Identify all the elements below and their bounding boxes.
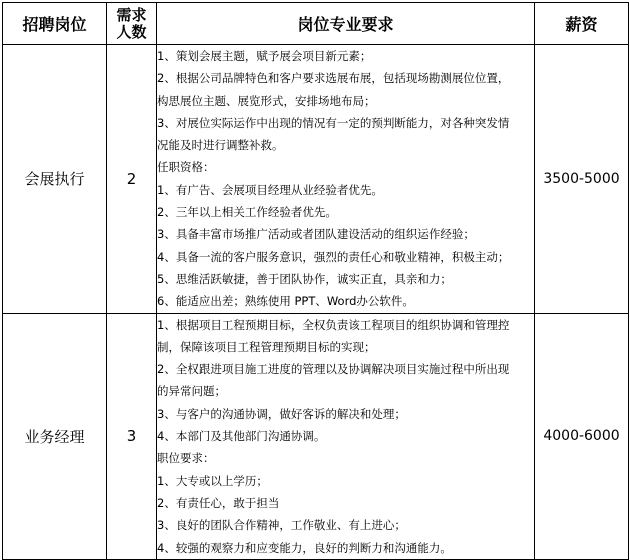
- count-cell: 3: [107, 313, 157, 559]
- requirement-line: 构思展位主题、展览形式，安排场地布局；: [157, 93, 376, 108]
- requirement-line: 6、能适应出差；熟练使用 PPT、Word办公软件。: [157, 294, 414, 309]
- requirement-line: 1、根据项目工程预期目标，全权负责该工程项目的组织协调和管理控: [157, 317, 510, 332]
- requirement-line: 4、较强的观察力和应变能力，良好的判断力和沟通能力。: [157, 540, 452, 555]
- requirement-line: 1、有广告、会展项目经理从业经验者优先。: [157, 182, 383, 197]
- header-count: [107, 3, 157, 45]
- requirement-line: 职位要求：: [157, 451, 215, 466]
- requirement-line: 2、全权跟进项目施工进度的管理以及协调解决项目实施过程中所出现: [157, 362, 510, 377]
- requirement-line: 4、本部门及其他部门沟通协调。: [157, 429, 326, 444]
- requirement-line: 的异常问题；: [157, 384, 226, 399]
- header-row: [3, 3, 629, 45]
- requirement-line: 3、与客户的沟通协调，做好客诉的解决和处理；: [157, 406, 406, 421]
- header-requirements: 岗位专业要求: [157, 3, 535, 45]
- count-cell: 2: [107, 45, 157, 314]
- requirement-line: 制，保障该项目工程管理预期目标的实现；: [157, 339, 376, 354]
- requirement-line: 任职资格：: [157, 160, 215, 175]
- requirement-line: 2、根据公司品牌特色和客户要求选展布展，包括现场勘测展位位置，: [157, 71, 510, 86]
- header-count-line2: 人数: [116, 22, 147, 41]
- table-row: [3, 45, 629, 314]
- requirement-line: 1、大专或以上学历；: [157, 473, 268, 488]
- header-count-line1: 需求: [116, 5, 147, 24]
- requirement-line: 5、思维活跃敏捷，善于团队协作，诚实正直，具亲和力；: [157, 271, 452, 286]
- requirement-line: 况能及时进行调整补救。: [157, 138, 284, 153]
- requirement-line: 1、策划会展主题，赋予展会项目新元素；: [157, 49, 372, 63]
- requirement-line: 2、三年以上相关工作经验者优先。: [157, 205, 337, 220]
- salary-cell: 4000-6000: [535, 313, 629, 559]
- requirement-line: 3、对展位实际运作中出现的情况有一定的预判断能力，对各种突发情: [157, 115, 510, 130]
- requirement-line: 2、有责任心，敢于担当: [157, 495, 280, 510]
- position-cell: 会展执行: [3, 45, 107, 314]
- requirement-line: 3、具备丰富市场推广活动或者团队建设活动的组织运作经验；: [157, 227, 475, 242]
- requirement-line: 4、具备一流的客户服务意识，强烈的责任心和敬业精神，积极主动；: [157, 249, 510, 264]
- salary-cell: 3500-5000: [535, 45, 629, 314]
- position-cell: 业务经理: [3, 313, 107, 559]
- requirement-line: 3、良好的团队合作精神，工作敬业、有上进心；: [157, 518, 406, 533]
- table-row: [3, 313, 629, 559]
- job-listing-table: [2, 2, 629, 560]
- requirements-cell: [157, 313, 535, 559]
- header-salary: 薪资: [535, 3, 629, 45]
- requirements-cell: [157, 45, 535, 314]
- header-position: 招聘岗位: [3, 3, 107, 45]
